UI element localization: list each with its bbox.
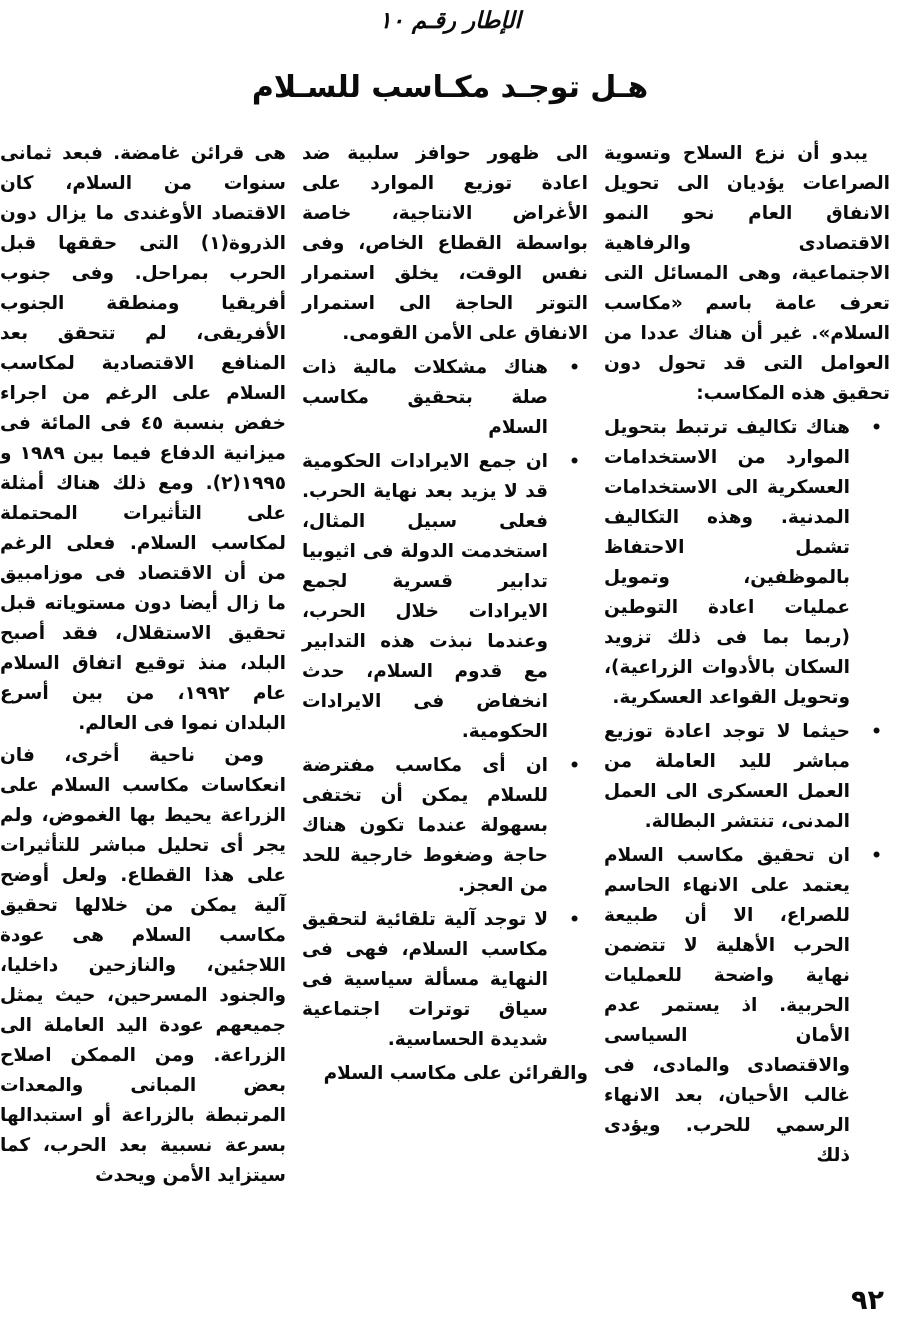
bullet-icon: • (569, 358, 580, 378)
text-columns (0, 139, 890, 1193)
paragraph: هى قرائن غامضة. فبعد ثمانى سنوات من السلام، كان الاقتصاد الأوغندى ما يزال دون الذروة(١) التى حققها قبل الحرب بمراحل. وفى جنوب أفريقيا ومنطقة الجنوب الأفريقى، لم تتحقق بعد المنافع الاقتصادية لمكاسب السلام على الرغم من اجراء خفض بنسبة ٤٥ فى المائة فى ميزانية الدفاع فيما بين ١٩٨٩ و ١٩٩٥(٢). ومع ذلك هناك أمثلة على التأثيرات المحتملة لمكاسب السلام. فعلى الرغم من أن الاقتصاد فى موزامبيق ما زال أيضا دون مستوياته قبل تحقيق الاستقلال، فقد أصبح البلد، منذ توقيع اتفاق السلام عام ١٩٩٢، من بين أسرع البلدان نموا فى العالم. (0, 143, 286, 734)
bullet-icon: • (569, 756, 580, 776)
bullet-text: حيثما لا توجد اعادة توزيع مباشر لليد العاملة من العمل العسكرى الى العمل المدنى، تنتشر البطالة. (604, 721, 850, 832)
paragraph: يبدو أن نزع السلاح وتسوية الصراعات يؤديان الى تحويل الانفاق العام نحو النمو الاقتصادى والرفاهية الاجتماعية، وهى المسائل التى تعرف عامة باسم «مكاسب السلام». غير أن هناك عددا من العوامل التى قد تحول دون تحقيق هذه المكاسب: (604, 143, 890, 404)
bullet-item (604, 717, 890, 837)
bullet-text: لا توجد آلية تلقائية لتحقيق مكاسب السلام، فهى فى النهاية مسألة سياسية فى سياق توترات اجتماعية شديدة الحساسية. (302, 909, 548, 1050)
bullet-icon: • (569, 910, 580, 930)
bullet-icon: • (569, 452, 580, 472)
column-right (604, 139, 890, 1193)
paragraph: ومن ناحية أخرى، فان انعكاسات مكاسب السلام على الزراعة يحيط بها الغموض، ولم يجر أى تحليل مباشر للتأثيرات على هذا القطاع. ولعل أوضح آلية يمكن من خلالها تحقيق مكاسب السلام هى عودة اللاجئين، والنازحين داخليا، والجنود المسرحين، حيث يمثل جميعهم عودة اليد العاملة الى الزراعة. ومن الممكن اصلاح بعض المبانى والمعدات المرتبطة بالزراعة أو استبدالها بسرعة نسبية بعد الحرب، كما سيتزايد الأمن ويحدث (0, 745, 286, 1186)
bullet-text: ان جمع الايرادات الحكومية قد لا يزيد بعد نهاية الحرب. فعلى سبيل المثال، استخدمت الدولة فى اثيوبيا تدابير قسرية لجمع الايرادات خلال الحرب، وعندما نبذت هذه التدابير مع قدوم السلام، حدث انخفاض فى الايرادات الحكومية. (302, 451, 548, 742)
bullet-item (302, 751, 588, 901)
paragraph: الى ظهور حوافز سلبية ضد اعادة توزيع الموارد على الأغراض الانتاجية، خاصة بواسطة القطاع الخاص، وفى نفس الوقت، يخلق استمرار التوتر الحاجة الى استمرار الانفاق على الأمن القومى. (302, 143, 588, 344)
paragraph: والقرائن على مكاسب السلام (323, 1063, 588, 1084)
bullet-icon: • (871, 418, 882, 438)
bullet-text: هناك مشكلات مالية ذات صلة بتحقيق مكاسب السلام (302, 357, 548, 438)
bullet-item (604, 841, 890, 1171)
page-number: ٩٢ (851, 1285, 884, 1316)
bullet-item (302, 905, 588, 1055)
column-left (0, 139, 286, 1193)
bullet-item (302, 353, 588, 443)
bullet-icon: • (871, 846, 882, 866)
bullet-icon: • (871, 722, 882, 742)
bullet-text: ان أى مكاسب مفترضة للسلام يمكن أن تختفى بسهولة عندما تكون هناك حاجة وضغوط خارجية للحد من العجز. (302, 755, 548, 896)
bullet-text: ان تحقيق مكاسب السلام يعتمد على الانهاء الحاسم للصراع، الا أن طبيعة الحرب الأهلية لا تتضمن نهاية واضحة للعمليات الحربية. اذ يستمر عدم الأمان السياسى والاقتصادى والمادى، فى غالب الأحيان، بعد الانهاء الرسمي للحرب. ويؤدى ذلك (604, 845, 850, 1166)
bullet-item (302, 447, 588, 747)
bullet-item (604, 413, 890, 713)
page-title: هـل توجـد مكـاسب للسـلام (251, 70, 649, 105)
bullet-text: هناك تكاليف ترتبط بتحويل الموارد من الاستخدامات العسكرية الى الاستخدامات المدنية. وهذه التكاليف تشمل الاحتفاظ بالموظفين، وتمويل عمليات اعادة التوطين (ربما بما فى ذلك تزويد السكان بالأدوات الزراعية)، وتحويل القواعد العسكرية. (604, 417, 850, 708)
column-middle (302, 139, 588, 1193)
box-label: الإطار رقـم ١٠ (379, 8, 521, 34)
